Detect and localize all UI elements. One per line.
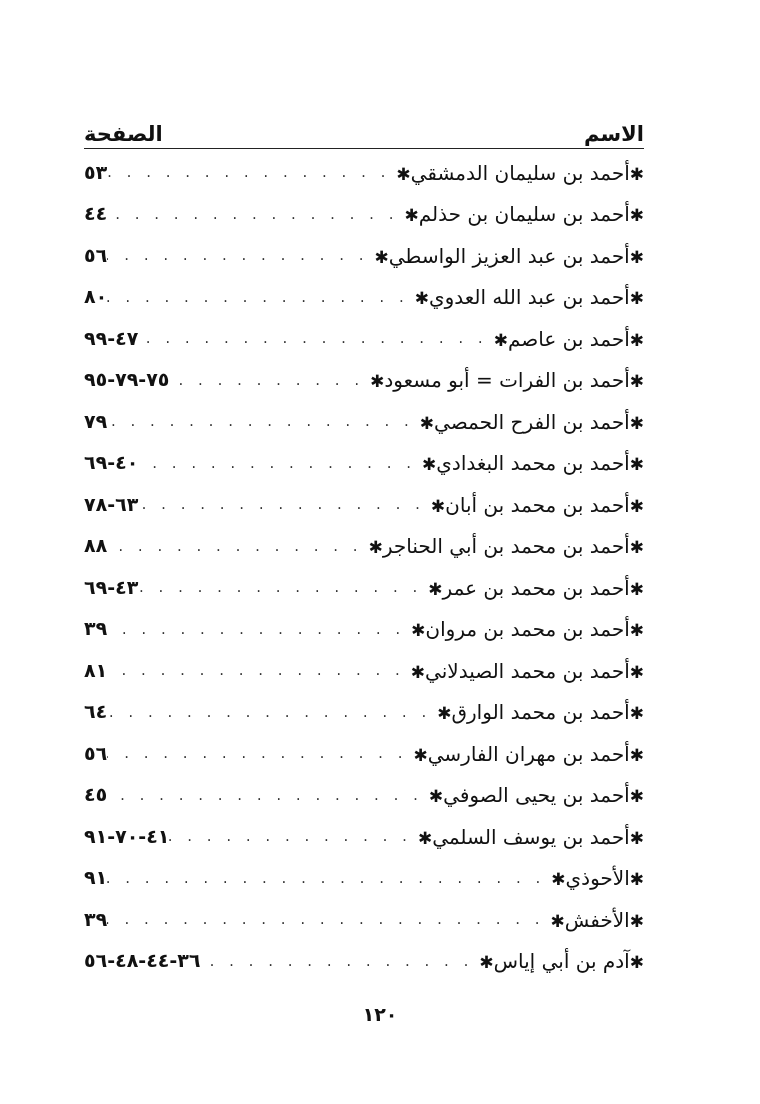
index-entry [84, 484, 644, 526]
entry-pages: ٤٧-٩٩ [84, 327, 139, 350]
index-list [84, 152, 644, 982]
index-entry [84, 277, 644, 319]
asterisk-icon: ✱ [428, 787, 444, 808]
asterisk-icon: ✱ [428, 579, 443, 600]
entry-name: ✱أحمد بن يحيى الصوفي✱ [428, 783, 644, 808]
entry-pages: ٦٣-٧٨ [84, 493, 139, 516]
asterisk-icon: ✱ [629, 704, 644, 725]
dot-leader [169, 373, 370, 388]
entry-name: ✱أحمد بن مهران الفارسي✱ [413, 741, 644, 766]
asterisk-icon: ✱ [629, 289, 644, 310]
entry-name: ✱أحمد بن محمد بن مروان✱ [411, 617, 644, 642]
dot-leader [107, 912, 550, 927]
dot-leader [107, 290, 415, 305]
entry-pages: ٨٠ [84, 286, 108, 309]
asterisk-icon: ✱ [629, 496, 644, 517]
asterisk-icon: ✱ [422, 455, 437, 476]
index-entry [84, 526, 644, 568]
asterisk-icon: ✱ [419, 413, 435, 434]
entry-pages: ٨١ [84, 659, 108, 682]
asterisk-icon: ✱ [629, 206, 644, 227]
asterisk-icon: ✱ [437, 704, 452, 725]
dot-leader [169, 829, 418, 844]
dot-leader [107, 705, 437, 720]
entry-name: ✱أحمد بن عبد العزيز الواسطي✱ [374, 243, 644, 268]
index-entry [84, 899, 644, 941]
asterisk-icon: ✱ [629, 621, 644, 642]
asterisk-icon: ✱ [404, 206, 419, 227]
index-entry [84, 775, 644, 817]
entry-pages: ٥٦ [84, 742, 108, 765]
asterisk-icon: ✱ [493, 330, 508, 351]
asterisk-icon: ✱ [629, 579, 644, 600]
index-entry [84, 941, 644, 983]
entry-name: ✱أحمد بن الفرح الحمصي✱ [419, 409, 644, 434]
asterisk-icon: ✱ [410, 662, 426, 683]
asterisk-icon: ✱ [629, 372, 644, 393]
asterisk-icon: ✱ [629, 870, 644, 891]
table-header [84, 110, 644, 146]
index-entry [84, 194, 644, 236]
index-entry [84, 858, 644, 900]
index-entry [84, 318, 644, 360]
dot-leader [138, 456, 422, 471]
entry-pages: ٥٦ [84, 244, 108, 267]
asterisk-icon: ✱ [374, 247, 389, 268]
index-entry [84, 692, 644, 734]
asterisk-icon: ✱ [629, 247, 644, 268]
entry-pages: ٧٥-٧٩-٩٥ [84, 369, 170, 392]
asterisk-icon: ✱ [413, 745, 428, 766]
dot-leader [107, 663, 411, 678]
entry-name: ✱أحمد بن محمد بن أبي الحناجر✱ [368, 534, 644, 559]
page-column-header: الصفحة [84, 122, 163, 146]
asterisk-icon: ✱ [629, 413, 644, 434]
index-entry [84, 609, 644, 651]
asterisk-icon: ✱ [629, 787, 644, 808]
entry-pages: ٤٠-٦٩ [84, 452, 139, 475]
index-entry [84, 733, 644, 775]
entry-pages: ٣٩ [84, 618, 108, 641]
asterisk-icon: ✱ [479, 953, 494, 974]
asterisk-icon: ✱ [370, 372, 385, 393]
header-divider [84, 148, 644, 149]
entry-pages: ٥٣ [84, 161, 108, 184]
index-entry [84, 567, 644, 609]
entry-pages: ٣٦-٤٤-٤٨-٥٦ [84, 950, 201, 973]
entry-name: ✱أحمد بن محمد بن عمر✱ [428, 575, 644, 600]
dot-leader [138, 497, 431, 512]
entry-name: ✱أحمد بن سليمان الدمشقي✱ [396, 160, 644, 185]
index-entry [84, 650, 644, 692]
entry-name: ✱أحمد بن يوسف السلمي✱ [417, 824, 644, 849]
dot-leader [107, 248, 374, 263]
asterisk-icon: ✱ [629, 455, 644, 476]
index-entry [84, 235, 644, 277]
entry-pages: ٦٤ [84, 701, 108, 724]
asterisk-icon: ✱ [629, 828, 644, 849]
asterisk-icon: ✱ [629, 330, 644, 351]
index-entry [84, 443, 644, 485]
dot-leader [107, 539, 368, 554]
entry-pages: ٨٨ [84, 535, 108, 558]
entry-name: ✱أحمد بن عبد الله العدوي✱ [414, 285, 644, 310]
entry-pages: ٩١ [84, 867, 108, 890]
asterisk-icon: ✱ [550, 911, 565, 932]
index-entry [84, 816, 644, 858]
asterisk-icon: ✱ [629, 538, 644, 559]
dot-leader [138, 580, 428, 595]
entry-name: ✱أحمد بن الفرات = أبو مسعود✱ [370, 368, 644, 393]
entry-name: ✱أحمد بن محمد الوارق✱ [437, 700, 644, 725]
entry-pages: ٤٥ [84, 784, 108, 807]
asterisk-icon: ✱ [368, 538, 383, 559]
dot-leader [107, 788, 429, 803]
entry-name: ✱أحمد بن محمد البغدادي✱ [422, 451, 644, 476]
entry-name: ✱آدم بن أبي إياس✱ [479, 949, 644, 974]
dot-leader [107, 414, 420, 429]
index-entry [84, 360, 644, 402]
entry-pages: ٤١-٧٠-٩١ [84, 825, 170, 848]
asterisk-icon: ✱ [430, 496, 446, 517]
entry-pages: ٣٩ [84, 908, 108, 931]
dot-leader [107, 165, 396, 180]
dot-leader [107, 871, 551, 886]
entry-name: ✱الأخفش✱ [550, 907, 644, 932]
asterisk-icon: ✱ [629, 953, 644, 974]
entry-name: ✱الأحوذي✱ [551, 866, 644, 891]
dot-leader [107, 622, 411, 637]
entry-name: ✱أحمد بن سليمان بن حذلم✱ [404, 202, 644, 227]
index-entry [84, 152, 644, 194]
asterisk-icon: ✱ [551, 870, 566, 891]
dot-leader [107, 746, 413, 761]
index-entry [84, 401, 644, 443]
entry-name: ✱أحمد بن محمد بن أبان✱ [430, 492, 644, 517]
dot-leader [138, 331, 493, 346]
asterisk-icon: ✱ [629, 911, 644, 932]
entry-name: ✱أحمد بن عاصم✱ [493, 326, 644, 351]
entry-pages: ٤٣-٦٩ [84, 576, 139, 599]
asterisk-icon: ✱ [396, 164, 411, 185]
asterisk-icon: ✱ [629, 164, 644, 185]
asterisk-icon: ✱ [629, 662, 644, 683]
asterisk-icon: ✱ [414, 289, 429, 310]
asterisk-icon: ✱ [411, 621, 426, 642]
entry-pages: ٤٤ [84, 203, 108, 226]
entry-pages: ٧٩ [84, 410, 108, 433]
entry-name: ✱أحمد بن محمد الصيدلاني✱ [410, 658, 644, 683]
asterisk-icon: ✱ [629, 745, 644, 766]
dot-leader [107, 207, 404, 222]
dot-leader [200, 954, 479, 969]
name-column-header: الاسم [584, 122, 644, 146]
asterisk-icon: ✱ [417, 828, 433, 849]
page-number: ١٢٠ [362, 1004, 398, 1026]
